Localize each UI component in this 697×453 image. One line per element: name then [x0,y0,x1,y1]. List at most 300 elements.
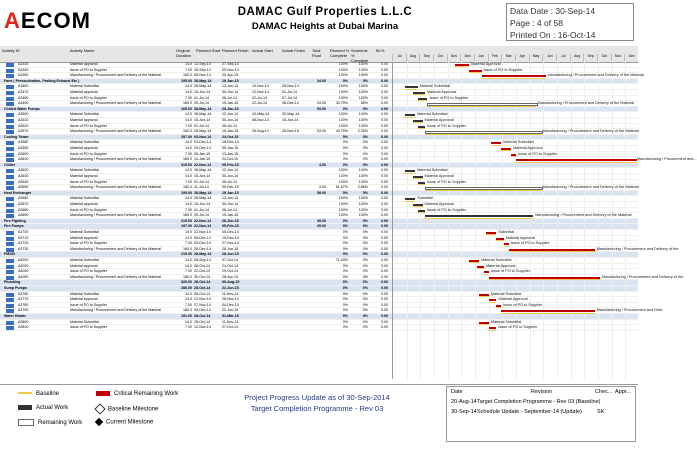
cell-ps: 28-Oct-14 [194,280,211,285]
baseline-bar [511,156,516,157]
cell-sc: 0% [362,190,368,195]
cell-name: Material approval [70,62,98,66]
cell-name: Material Submittal [70,319,99,324]
cell-id: Chiller [4,162,16,167]
gantt-bar-label: Manufacturing / Procurement and Delivery of the [601,274,684,279]
cell-pc: 0% [342,280,348,285]
cell-od: 180.0 [183,274,192,279]
cell-name: Manufacturing / Procurement and Delivery of the Material [70,213,162,218]
cell-bl: 0.00 [381,308,388,313]
col-activity-id: Activity ID [2,48,20,53]
cell-bl: 0.00 [381,179,388,184]
gantt-gridline [543,62,544,379]
cell-pf: 27-Sep-14 [222,62,239,66]
gantt-bar-label: Material Submittal [417,112,448,117]
cell-od: 215.00 [181,252,192,257]
footer-line1: Project Progress Update as of 30-Sep-2014 [244,393,390,402]
cell-pc: 0% [342,241,348,246]
cell-id: A3810 [18,325,29,330]
data-date: Data Date : 30-Sep-14 [510,6,596,16]
baseline-bar [489,302,496,303]
baseline-bar [479,324,489,325]
baseline-bar [405,173,415,174]
cell-pc: 0% [342,308,348,313]
cell-od: 197.00 [181,224,192,229]
cell-bl: 0.00 [381,162,388,167]
cell-id: A3480 [18,95,29,100]
cell-af: 28-Nov-15 [282,129,299,134]
baseline-bar [477,268,484,269]
cell-bl: 0.00 [381,252,388,257]
cell-bl: 0.00 [381,297,388,302]
cell-bl: 0.00 [381,67,388,72]
cell-id: A3350 [18,73,29,78]
cell-od: 195.00 [181,78,192,83]
cell-pc: 0% [342,218,348,223]
col-total-float: Total Float [312,48,321,58]
cell-id: A3610 [18,157,29,162]
cell-id: A3700 [18,230,29,234]
cell-bl: 0.00 [381,174,388,178]
cell-pc: 100% [338,95,348,100]
cell-od: 7.00 [185,241,192,246]
cell-sc: 100% [358,112,368,117]
cell-name: Issue of PO to Supplier [70,241,107,246]
cell-sc: 100% [358,123,368,128]
baseline-bar [413,94,425,95]
cell-as: 02-Jul-14 [252,95,267,100]
cell-ps: 22-Oct-14 [194,269,210,274]
cell-od: 14.0 [185,258,192,262]
cell-ps: 22-Nov-14 [194,162,212,167]
gantt-bar-label: Material Approval [513,146,543,150]
cell-pf: 11-Nov-14 [222,291,239,296]
cell-tf: 34.00 [317,101,326,106]
col-actual-finish: Actual Finish [282,48,305,53]
baseline-bar [418,100,428,101]
cell-ps: 28-Sep-14 [194,67,211,72]
cell-ps: 20-Dec-14 [194,241,211,246]
cell-id: A3660 [18,196,29,201]
gantt-bar-label: Submittal [498,230,515,234]
cell-pc: 0% [342,291,348,296]
cell-pc: 0% [342,151,348,156]
cell-pf: 08-Jul-14 [222,207,237,212]
cell-sc: 100% [358,67,368,72]
gantt-bar-label: Issue of PO to Supplier [518,151,558,156]
cell-pc: 0% [342,274,348,279]
gantt-bar-label: Manufacturing / Procurement and Delivery of the Material [542,129,639,134]
baseline-bar [479,296,489,297]
gantt-gridline [571,62,572,379]
activity-icon [6,130,14,134]
gantt-bar-label: Material Approval [426,90,457,94]
cell-ps: 28-Sep-14 [194,258,211,262]
cell-ps: 14-Jan-15 [194,157,211,162]
activity-icon [6,181,14,185]
cell-ps: 12-Sep-14 [194,62,211,66]
cell-ps: 06-Jan-15 [194,151,211,156]
cell-bl: 0.00 [381,291,388,296]
cell-pf: 30-Jun-14 [222,174,239,178]
cell-pc: 0% [342,78,348,83]
cell-pc: 0% [342,246,348,251]
cell-sc: 100% [358,73,368,78]
gantt-gridline [530,62,531,379]
col-planned-finish: Planned Finish [222,48,249,53]
gantt-bar-label: Material Submittal [417,168,448,173]
cell-pf: 24-Oct-15 [222,134,239,139]
legend-current-milestone: Current Milestone [96,419,153,426]
cell-bl: 0.00 [381,207,388,212]
cell-pc: 100% [338,213,348,218]
baseline-bar [413,122,423,123]
cell-sc: 0% [362,263,368,268]
baseline-bar [496,240,503,241]
cell-id: Cooling Tower [4,134,29,139]
cell-sc: 65% [360,101,368,106]
gantt-bar-label: Issue of PO to Supplier [426,123,467,128]
gantt-gridline [434,62,435,379]
cell-as: 08-Nov-14 [252,118,269,122]
cell-af: 15-Jun-14 [282,118,299,122]
cell-pf: 28-Jun-15 [222,246,239,251]
cell-ps: 28-May-14 [194,106,212,111]
gantt-gridline [612,62,613,379]
activity-icon [6,265,14,269]
cell-name: Issue of PO to Supplier [70,67,107,72]
cell-ps: 09-Jul-14 [194,101,209,106]
cell-sc: 0% [362,280,368,285]
activity-icon [6,69,14,73]
baseline-bar [405,89,417,90]
cell-od: 180.0 [183,185,192,190]
gantt-gridline [475,62,476,379]
cell-sc: 0% [362,106,368,111]
cell-name: Material approval [70,90,98,94]
cell-od: 14.0 [185,146,192,150]
cell-sc: 0% [362,269,368,274]
baseline-bar [418,128,425,129]
col-actual-start: Actual Start [252,48,273,53]
cell-pf: 28-Apr-15 [222,274,238,279]
cell-pf: 19-Dec-14 [222,235,239,240]
cell-pf: 05-Feb-15 [222,162,239,167]
cell-ps: 12-Nov-14 [194,297,211,302]
cell-id: A3730 [18,246,29,251]
cell-od: 14.0 [185,174,192,178]
cell-bl: 0.00 [381,263,388,268]
cell-bl: 0.00 [381,134,388,139]
cell-od: 215.00 [181,218,192,223]
cell-od: 7.00 [185,207,192,212]
cell-pf: 30-Jun-14 [222,90,239,94]
cell-pc: 0% [342,190,348,195]
baseline-bar [469,72,481,73]
cell-af: 28-Nov-14 [282,84,299,89]
cell-name: Material Submittal [70,84,99,89]
cell-bl: 0.00 [381,106,388,111]
cell-sc: 0% [362,134,368,139]
baseline-bar [504,246,509,247]
cell-pf: 09-Aug-15 [222,280,240,285]
month-label: Jun [542,54,556,61]
cell-id: A3650 [18,185,29,190]
cell-pc: 0% [342,319,348,324]
col-planned-pct: Planned % Complete [330,48,350,58]
month-label: Sep [419,54,433,61]
activity-icon [6,97,14,101]
cell-sc: 0% [362,218,368,223]
activity-icon [6,175,14,179]
cell-id: A3570 [18,129,29,134]
cell-pf: 12-Jun-14 [222,84,239,89]
cell-sc: 0% [362,151,368,156]
cell-pc: 0% [342,157,348,162]
cell-od: 7.00 [185,67,192,72]
cell-bl: 0.00 [381,118,388,122]
cell-ps: 28-Oct-14 [194,291,210,296]
cell-pc: 100% [338,174,348,178]
cell-name: Issue of PO to Supplier [70,95,107,100]
cell-bl: 0.00 [381,241,388,246]
cell-ps: 15-Jun-14 [194,174,211,178]
cell-id: A3720 [18,241,29,246]
cell-pc: 0% [342,314,348,318]
cell-od: 160.0 [183,308,192,313]
cell-pf: 25-Jan-15 [222,106,239,111]
cell-name: Issue of PO to Supplier [70,302,107,307]
cell-name: Issue of PO to Supplier [70,179,107,184]
cell-ps: 30-Oct-14 [194,274,210,279]
cell-pf: 19-Jan-15 [222,213,239,218]
cell-od: 14.0 [185,297,192,302]
cell-sc: 100% [358,168,368,173]
gantt-bar-label: Manufacturing / Procurement and Deliv [596,308,663,313]
cell-id: A4040 [18,269,29,274]
gantt-gridline [448,62,449,379]
rev-header-revision: Revision [531,389,553,395]
cell-od: 160.0 [183,213,192,218]
gantt-bar-label: Issue of PO to Supplier [490,269,530,274]
cell-bl: 0.00 [381,314,388,318]
activity-icon [6,276,14,280]
cell-pf: 13-Jan-15 [222,151,239,156]
cell-name: Manufacturing / Procurement and Delivery of the Material [70,308,162,313]
month-label: Oct [433,54,447,61]
activity-icon [6,102,14,106]
cell-pc: 100% [338,196,348,201]
cell-pc: 100% [338,168,348,173]
month-label: Dec [624,54,638,61]
cell-sc: 0% [362,246,368,251]
cell-id: A3460 [18,84,29,89]
cell-sc: 100% [358,202,368,206]
cell-sc: 0% [362,157,368,162]
activity-icon [6,85,14,89]
activity-icon [6,259,14,263]
cell-id: Water Heater [4,314,27,318]
page-number: Page : 4 of 58 [510,18,563,28]
cell-bl: 0.00 [381,246,388,251]
month-label: Jul [556,54,570,61]
cell-pf: 25-Apr-15 [222,73,238,78]
cell-name: Material Submittal [70,291,99,296]
baseline-bar [486,234,496,235]
cell-pc: 100% [338,90,348,94]
cell-bl: 0.00 [381,90,388,94]
cell-sc: 2.25% [357,129,368,134]
cell-id: A3800 [18,319,29,324]
cell-ps: 15-Jun-14 [194,202,211,206]
cell-sc: 100% [358,207,368,212]
cell-id: Plumbing [4,280,21,285]
cell-ps: 01-Jul-14 [194,123,209,128]
cell-bl: 0.00 [381,280,388,285]
cell-pf: 22-Jun-15 [222,286,239,290]
cell-sc: 0% [362,162,368,167]
activity-icon [6,321,14,325]
col-original-duration: Original Duration [176,48,192,58]
cell-od: 280.00 [181,286,192,290]
cell-ps: 09-Jul-14 [194,213,209,218]
cell-od: 315.00 [181,162,192,167]
cell-pf: 05-Feb-15 [222,185,239,190]
cell-pc: 100% [338,123,348,128]
gantt-bar-label: Submittal [417,196,433,201]
cell-pf: 26-Nov-14 [222,297,239,302]
cell-sc: 0% [362,274,368,279]
cell-bl: 0.00 [381,286,388,290]
cell-id: A3490 [18,101,29,106]
cell-sc: 2.88% [357,185,368,190]
cell-id: A3770 [18,297,29,302]
gantt-bar-label: Material Approval [471,62,501,66]
cell-id: A3590 [18,146,29,150]
cell-bl: 0.00 [381,168,388,173]
cell-id: A3500 [18,112,29,117]
activity-icon [6,304,14,308]
cell-as: 22-Jul-14 [252,101,267,106]
cell-od: 257.00 [181,134,192,139]
cell-pc: 0% [342,235,348,240]
gantt-bar-label: Manufacturing / Procurement and... [637,157,697,162]
gantt-bar-label: Material Approval [498,297,528,302]
cell-name: Issue of PO to Supplier [70,207,107,212]
cell-pf: 11-Nov-14 [222,319,239,324]
cell-ps: 28-May-14 [194,168,212,173]
legend-baseline-milestone: Baseline Milestone [96,405,158,413]
cell-pc: 100% [338,84,348,89]
cell-od: 160.0 [183,246,192,251]
cell-pc: 71.43% [335,258,348,262]
baseline-bar [455,66,470,67]
gantt-bar-label: Issue of PO to Supplier [498,325,538,330]
cell-od: 14.0 [185,112,192,117]
cell-name: Material Submittal [70,168,99,173]
gantt-bar-label: Material Submittal [481,258,512,262]
month-label: Aug [570,54,584,61]
cell-id: A3780 [18,302,29,307]
baseline-bar [425,134,541,135]
cell-sc: 0% [362,146,368,150]
activity-icon [6,293,14,297]
cell-pc: 0% [342,302,348,307]
cell-sc: 100% [358,174,368,178]
cell-bl: 0.00 [381,274,388,279]
cell-ps: 06-Nov-14 [194,73,211,78]
baseline-bar [469,262,479,263]
activity-icon [6,91,14,95]
cell-id: A3510 [18,118,29,122]
cell-bl: 0.00 [381,101,388,106]
cell-ps: 28-May-14 [194,112,212,117]
month-label: Dec [460,54,474,61]
cell-pf: 29-Oct-14 [222,269,238,274]
cell-name: Manufacturing / Procurement and Delivery of the Material [70,185,162,190]
gantt-bar-label: Material Submittal [490,319,522,324]
cell-sc: 100% [358,62,368,66]
cell-od: 14.0 [185,263,192,268]
month-label: Jan [474,54,488,61]
cell-od: 14.0 [185,319,192,324]
gantt-gridline [420,62,421,379]
cell-od: 151.00 [181,314,192,318]
cell-pf: 19-Jan-15 [222,78,239,83]
cell-pc: 100% [338,179,348,184]
gantt-bar-label: Issue of PO to Supplier [426,207,467,212]
gantt-gridline [557,62,558,379]
cell-sc: 100% [358,213,368,218]
cell-pc: 0% [342,252,348,257]
cell-pf: 21-Oct-14 [222,263,238,268]
cell-pf: 19-Jan-15 [222,190,239,195]
cell-sc: 0% [362,258,368,262]
gantt-gridline [598,62,599,379]
cell-id: Chilled Water Pumps [4,106,40,111]
gantt-bar-label: Material Approval [424,174,454,178]
gantt-gridline [489,62,490,379]
month-label: Mar [501,54,515,61]
gantt-bar-label: Manufacturing / Procurement and Delivery of the Material [547,73,644,78]
cell-name: Material approval [70,174,98,178]
cell-pf: 22-Jun-15 [222,308,239,313]
cell-id: A3680 [18,207,29,212]
gantt-bar-label: Issue of PO to Supplier [483,67,523,72]
cell-sc: 0% [362,302,368,307]
cell-name: Material approval [70,146,98,150]
cell-id: A4050 [18,274,29,279]
cell-pf: 08-Jul-14 [222,123,237,128]
printed-on: Printed On : 16-Oct-14 [510,30,596,40]
gantt-gridline [516,62,517,379]
baseline-bar [425,190,541,191]
cell-bl: 0.00 [381,146,388,150]
cell-id: A3690 [18,213,29,218]
cell-id: FM200 [4,252,16,257]
cell-pc: 0% [342,263,348,268]
cell-bl: 0.00 [381,112,388,117]
cell-ps: 22-Nov-14 [194,230,211,234]
cell-bl: 0.00 [381,230,388,234]
gantt-gridline [584,62,585,379]
activity-icon [6,74,14,78]
baseline-bar [413,206,423,207]
cell-pc: 43.75% [335,129,348,134]
cell-sc: 100% [358,84,368,89]
gantt-gridline [502,62,503,379]
activity-icon [6,63,14,67]
